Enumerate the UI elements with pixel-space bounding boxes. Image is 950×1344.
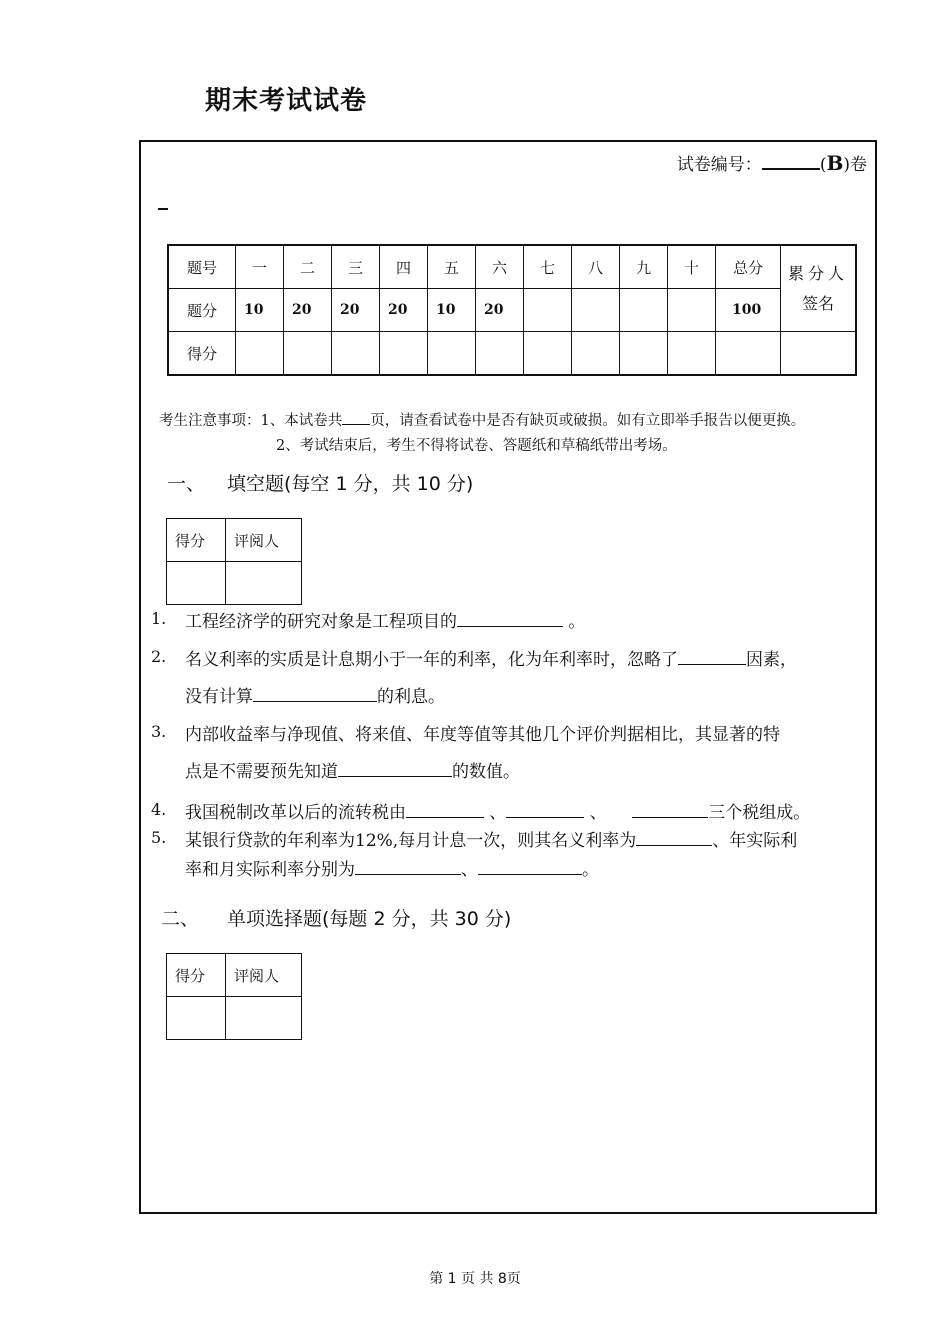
question-text: 某银行贷款的年利率为12%,每月计息一次，则其名义利率为 <box>185 831 637 851</box>
question-3: 内部收益率与净现值、将来值、年度等值等其他几个评价判据相比，其显著的特 <box>185 725 780 745</box>
row-label-points: 题分 <box>168 289 236 332</box>
grader-reviewer-cell[interactable] <box>226 997 302 1040</box>
question-header: 六 <box>476 245 524 289</box>
question-header: 八 <box>572 245 620 289</box>
total-header: 总分 <box>716 245 781 289</box>
paper-number-blank[interactable] <box>762 152 820 170</box>
question-3-cont <box>185 757 520 782</box>
signature-header <box>781 245 857 332</box>
question-number: 4. <box>151 800 167 819</box>
notice-rest: 页，请查看试卷中是否有缺页或破损。如有立即举手报告以便更换。 <box>370 413 806 429</box>
question-text: 名义利率的实质是计息期小于一年的利率，化为年利率时，忽略了 <box>185 650 678 670</box>
total-points-cell: 100 <box>716 289 781 332</box>
exam-frame <box>139 140 877 1214</box>
question-text: 工程经济学的研究对象是工程项目的 <box>185 612 457 632</box>
section-2-number: 二、 <box>161 908 200 930</box>
earned-cell[interactable] <box>476 332 524 376</box>
question-header: 七 <box>524 245 572 289</box>
answer-blank[interactable] <box>678 646 746 665</box>
points-cell <box>668 289 716 332</box>
earned-cell[interactable] <box>332 332 380 376</box>
score-row-question <box>168 245 856 289</box>
points-cell <box>572 289 620 332</box>
grader-score-cell[interactable] <box>167 562 226 605</box>
grader-score-cell[interactable] <box>167 997 226 1040</box>
row-label-question-no: 题号 <box>168 245 236 289</box>
points-cell <box>524 289 572 332</box>
question-text: 率和月实际利率分别为 <box>185 860 355 880</box>
exam-title: 期末考试试卷 <box>205 86 368 116</box>
question-1 <box>185 607 585 632</box>
question-2-cont <box>185 682 445 707</box>
question-text: 三个税组成。 <box>708 803 811 823</box>
question-text: 。 <box>563 612 586 632</box>
earned-cell[interactable] <box>380 332 428 376</box>
earned-cell[interactable] <box>668 332 716 376</box>
question-header: 四 <box>380 245 428 289</box>
answer-blank[interactable] <box>355 856 461 875</box>
answer-blank[interactable] <box>636 827 712 846</box>
question-text: 的数值。 <box>452 762 520 782</box>
signature-label-1: 累分人 <box>787 263 848 283</box>
grader-score-label: 得分 <box>167 954 226 997</box>
notice-prefix: 考生注意事项：1、本试卷共 <box>159 413 343 429</box>
answer-blank[interactable] <box>506 799 584 818</box>
question-header: 二 <box>284 245 332 289</box>
points-cell: 20 <box>380 289 428 332</box>
section-1-grader-table <box>166 518 302 605</box>
points-cell <box>620 289 668 332</box>
paper-number-label: 试卷编号： <box>676 155 762 175</box>
answer-blank[interactable] <box>338 758 452 777</box>
page-count-blank <box>342 410 370 425</box>
points-cell: 20 <box>284 289 332 332</box>
question-text: 、年实际利 <box>712 831 798 851</box>
grader-reviewer-label: 评阅人 <box>226 954 302 997</box>
question-text: 的利息。 <box>377 687 445 707</box>
answer-blank[interactable] <box>632 799 708 818</box>
signature-cell[interactable] <box>781 332 857 376</box>
question-header: 一 <box>236 245 284 289</box>
paper-version: B <box>826 151 844 175</box>
paren-open: ( <box>819 155 827 175</box>
score-table <box>167 244 857 376</box>
score-row-points <box>168 289 856 332</box>
grader-reviewer-cell[interactable] <box>226 562 302 605</box>
question-number: 1. <box>151 609 167 628</box>
grader-reviewer-label: 评阅人 <box>226 519 302 562</box>
dash-mark <box>158 208 168 210</box>
notice-line-2: 2、考试结束后，考生不得将试卷、答题纸和草稿纸带出考场。 <box>276 438 677 454</box>
earned-cell[interactable] <box>236 332 284 376</box>
answer-blank[interactable] <box>253 683 377 702</box>
paper-number <box>677 150 867 175</box>
question-text: 我国税制改革以后的流转税由 <box>185 803 406 823</box>
question-text: 、 <box>584 803 613 823</box>
section-1-number: 一、 <box>167 473 206 495</box>
question-text: 没有计算 <box>185 687 253 707</box>
question-text: 点是不需要预先知道 <box>185 762 338 782</box>
answer-blank[interactable] <box>406 799 484 818</box>
question-text: 因素， <box>746 650 797 670</box>
notice-line-1 <box>159 409 805 430</box>
signature-label-2: 签名 <box>801 293 834 313</box>
earned-cell[interactable] <box>428 332 476 376</box>
page-footer: 第 1 页 共 8页 <box>429 1271 521 1287</box>
section-1-title: 填空题(每空 1 分，共 10 分) <box>227 473 474 495</box>
answer-blank[interactable] <box>457 608 563 627</box>
earned-cell[interactable] <box>284 332 332 376</box>
question-4 <box>185 798 810 823</box>
question-number: 5. <box>151 828 167 847</box>
question-text: 。 <box>582 860 599 880</box>
question-5-cont <box>185 855 599 880</box>
question-number: 2. <box>151 647 167 666</box>
question-header: 十 <box>668 245 716 289</box>
question-header: 三 <box>332 245 380 289</box>
question-header: 九 <box>620 245 668 289</box>
grader-score-label: 得分 <box>167 519 226 562</box>
section-2-heading <box>161 904 511 931</box>
earned-cell[interactable] <box>620 332 668 376</box>
earned-cell[interactable] <box>572 332 620 376</box>
question-header: 五 <box>428 245 476 289</box>
question-2 <box>185 645 797 670</box>
answer-blank[interactable] <box>478 856 582 875</box>
question-5 <box>185 826 797 851</box>
points-cell: 20 <box>476 289 524 332</box>
section-1-heading <box>167 469 473 496</box>
paper-version-suffix: )卷 <box>843 155 867 175</box>
section-2-title: 单项选择题(每题 2 分，共 30 分) <box>227 908 512 930</box>
question-text: 、 <box>461 860 478 880</box>
row-label-earned: 得分 <box>168 332 236 376</box>
question-text: 、 <box>484 803 507 823</box>
score-row-earned <box>168 332 856 376</box>
question-number: 3. <box>151 722 167 741</box>
section-2-grader-table <box>166 953 302 1040</box>
points-cell: 20 <box>332 289 380 332</box>
earned-total-cell[interactable] <box>716 332 781 376</box>
points-cell: 10 <box>236 289 284 332</box>
points-cell: 10 <box>428 289 476 332</box>
earned-cell[interactable] <box>524 332 572 376</box>
